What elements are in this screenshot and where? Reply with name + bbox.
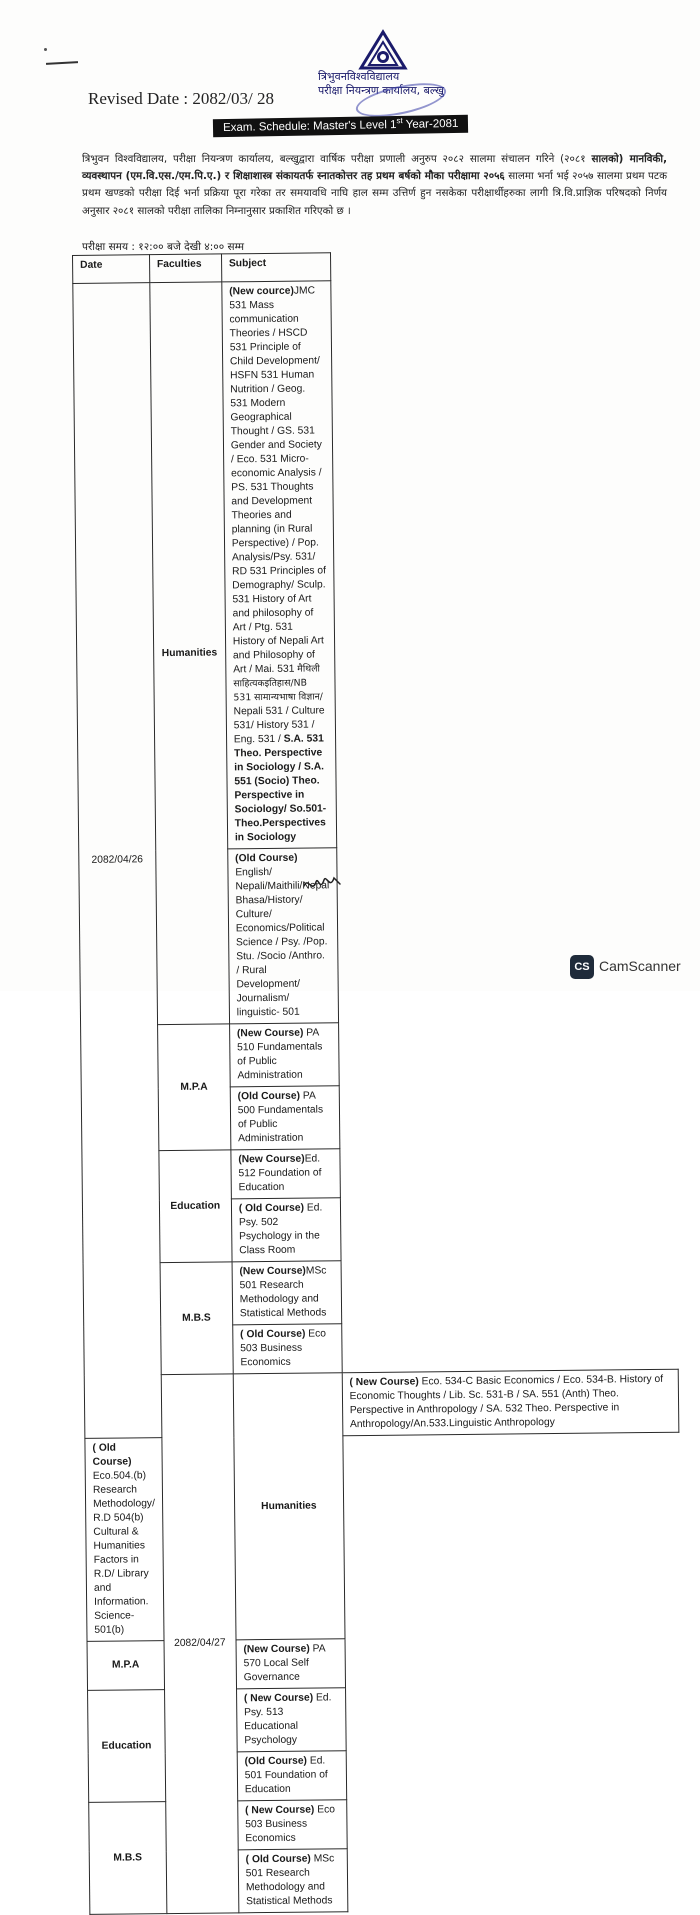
subject-cell bbox=[236, 1639, 345, 1689]
header-date: Date bbox=[73, 255, 150, 284]
intro-text: सालमा भर्ना भई २०५७ सालमा प्रथम पटक प्रथम खण्डको परीक्षा दिई भर्ना प्रक्रिया पूरा गरेका तर समयावधि नाघि हाल सम्म उत्तिर्ण हुन नसकेका परीक्षार्थीहरुका लागी त्रि.वि.प्राज्ञिक परिषदको निर्णय अनुसार २०८१ सालको परीक्षा तालिका निम्नानुसार प्रकाशित गरिएको छ । bbox=[82, 170, 668, 217]
course-tag: (New Course) bbox=[238, 1153, 305, 1166]
banner-text: Exam. Schedule: Master's Level 1 bbox=[222, 119, 397, 135]
faculty-cell: Education bbox=[159, 1150, 232, 1263]
office-name: परीक्षा नियन्त्रण कार्यालय, बल्खु bbox=[318, 84, 444, 97]
camscanner-watermark: CamScanner bbox=[599, 958, 681, 974]
subject-text: Ed. Psy. 513 Educational Psychology bbox=[244, 1692, 332, 1747]
university-emblem-icon bbox=[358, 30, 408, 72]
subject-text: PA 500 Fundamentals of Public Administration bbox=[237, 1090, 324, 1145]
banner-superscript: st bbox=[396, 116, 403, 126]
course-tag: ( Old Course) bbox=[238, 1202, 305, 1215]
faculty-cell: M.B.S bbox=[89, 1802, 167, 1915]
course-tag: ( New Course) bbox=[245, 1804, 315, 1817]
subject-text: PA 510 Fundamentals of Public Administration bbox=[237, 1027, 323, 1082]
university-name: त्रिभुवनविश्वविद्यालय bbox=[318, 70, 400, 83]
subject-text: S.A. 531 Theo. Perspective in Sociology / S.A. 551 (Socio) Theo. Perspective in Sociology/ So.501-Theo.Perspectives in Sociology bbox=[233, 733, 327, 844]
table-row bbox=[73, 277, 673, 850]
faculty-cell: Humanities bbox=[150, 282, 230, 1025]
subject-cell bbox=[342, 1369, 679, 1436]
course-tag: ( Old Course) bbox=[92, 1442, 132, 1468]
course-tag: ( New Course) bbox=[243, 1692, 314, 1705]
subject-cell bbox=[222, 281, 337, 849]
signature-icon bbox=[300, 868, 350, 898]
schedule-banner bbox=[213, 115, 469, 137]
course-tag: (Old Course) bbox=[237, 1090, 301, 1103]
subject-cell bbox=[85, 1438, 164, 1642]
subject-text: Eco 503 Business Economics bbox=[245, 1804, 336, 1845]
course-tag: ( Old Course) bbox=[240, 1328, 306, 1341]
subject-text: Nepali 531 / Culture 531/ History 531 / Eng. 531 / bbox=[233, 705, 325, 746]
subject-cell bbox=[233, 1324, 342, 1374]
subject-cell bbox=[232, 1261, 342, 1325]
intro-paragraph bbox=[82, 151, 667, 220]
exam-time: परीक्षा समय : १२:०० बजे देखी ४:०० सम्म bbox=[82, 241, 245, 253]
table-row bbox=[84, 1369, 679, 1438]
table-row bbox=[81, 1019, 676, 1088]
subject-text: Ed. 512 Foundation of Education bbox=[238, 1153, 322, 1194]
course-tag: ( Old Course) bbox=[245, 1853, 311, 1866]
subject-text: मैथिली साहित्यकइतिहास/NB 531 सामान्यभाषा विज्ञान/ bbox=[233, 663, 323, 704]
faculty-cell: M.P.A bbox=[157, 1024, 230, 1151]
faculty-cell: Humanities bbox=[233, 1373, 345, 1640]
subject-text: PA 570 Local Self Governance bbox=[243, 1643, 326, 1684]
course-tag: ( New Course) bbox=[349, 1376, 419, 1389]
margin-mark bbox=[44, 48, 47, 51]
course-tag: (Old Course) bbox=[235, 852, 298, 865]
subject-cell bbox=[236, 1688, 346, 1752]
course-tag: (Old Course) bbox=[244, 1755, 308, 1768]
header-faculties: Faculties bbox=[149, 254, 221, 283]
subject-text: Eco. 534-C Basic Economics / Eco. 534-B. History of Economic Thoughts / Lib. Sc. 531-B / SA. 551 (Anth) Theo. Perspective in Anthropology / SA. 532 Theo. Perspective in Anthropology/An.533.Linguistic Anthropology bbox=[349, 1373, 664, 1431]
header-subject: Subject bbox=[221, 253, 330, 282]
subject-text: Eco 503 Business Economics bbox=[240, 1328, 327, 1369]
subject-text: JMC 531 Mass communication Theories / HSCD 531 Principle of Child Development/ HSFN 531 Human Nutrition / Geog. 531 Modern Geographical Thought / GS. 531 Gender and Society / Eco. 531 Micro-economic Analysis / PS. 531 Thoughts and Development Theories and planning (in Rural Perspective) / Pop. Analysis/Psy. 531/ RD 531 Principles of Demography/ Sculp. 531 History of Art and philosophy of Art / Ptg. 531 History of Nepali Art and Philosophy of Art / Mai. 531 bbox=[229, 285, 327, 676]
course-tag: (New Course) bbox=[236, 1027, 304, 1040]
faculty-cell: Education bbox=[88, 1690, 166, 1803]
subject-text: MSc 501 Research Methodology and Statistical Methods bbox=[245, 1853, 335, 1908]
date-cell: 2082/04/26 bbox=[73, 283, 162, 1439]
subject-cell bbox=[238, 1800, 347, 1850]
intro-text: त्रिभुवन विश्वविद्यालय, परीक्षा नियन्त्रण कार्यालय, बल्खुद्वारा वार्षिक परीक्षा प्रणाली अनुरुप २०८२ सालमा संचालन गरिने (२०८१ bbox=[82, 153, 592, 165]
course-tag: (New Course) bbox=[239, 1265, 306, 1278]
table-row bbox=[82, 1145, 676, 1200]
banner-text-end: Year-2081 bbox=[402, 117, 459, 131]
course-tag: (New Course) bbox=[243, 1643, 310, 1656]
camscanner-logo-icon: CS bbox=[570, 955, 594, 979]
subject-cell bbox=[231, 1198, 341, 1262]
table-header-row bbox=[73, 249, 667, 283]
exam-schedule-table bbox=[72, 249, 684, 1915]
course-tag: (New cource) bbox=[229, 285, 294, 298]
subject-cell bbox=[238, 1849, 348, 1913]
table-row bbox=[83, 1257, 678, 1326]
subject-text: MSc 501 Research Methodology and Statistical Methods bbox=[239, 1265, 327, 1320]
subject-cell bbox=[237, 1751, 346, 1801]
subject-cell bbox=[230, 1086, 340, 1150]
intro-bold-text: सालको) मानविकी, व्यवस्थापन (एम.वि.एस./एम.पि.ए.) र शिक्षाशास्त्र संकायतर्फ स्नातकोत्तर तह प्रथम बर्षको मौका परीक्षामा २०५६ bbox=[82, 153, 667, 183]
faculty-cell: M.B.S bbox=[160, 1262, 233, 1375]
date-cell: 2082/04/27 bbox=[161, 1374, 239, 1914]
subject-text: Eco.504.(b) Research Methodology/ R.D 504(b) Cultural & Humanities Factors in R.D/ Library and Information. Science-501(b) bbox=[92, 1470, 155, 1636]
revised-date: Revised Date : 2082/03/ 28 bbox=[88, 89, 275, 108]
subject-cell bbox=[231, 1149, 340, 1199]
subject-text: Ed. Psy. 502 Psychology in the Class Room bbox=[238, 1202, 323, 1257]
faculty-cell: M.P.A bbox=[87, 1641, 164, 1691]
subject-text: English/ Nepali/Maithili/Nepal Bhasa/History/ Culture/ Economics/Political Science / Psy. /Pop. Stu. /Socio /Anthro. / Rural Development/ Journalism/ linguistic- 501 bbox=[235, 866, 330, 1019]
margin-mark bbox=[46, 61, 78, 65]
subject-cell bbox=[229, 1023, 339, 1087]
subject-text: Ed. 501 Foundation of Education bbox=[244, 1755, 328, 1796]
